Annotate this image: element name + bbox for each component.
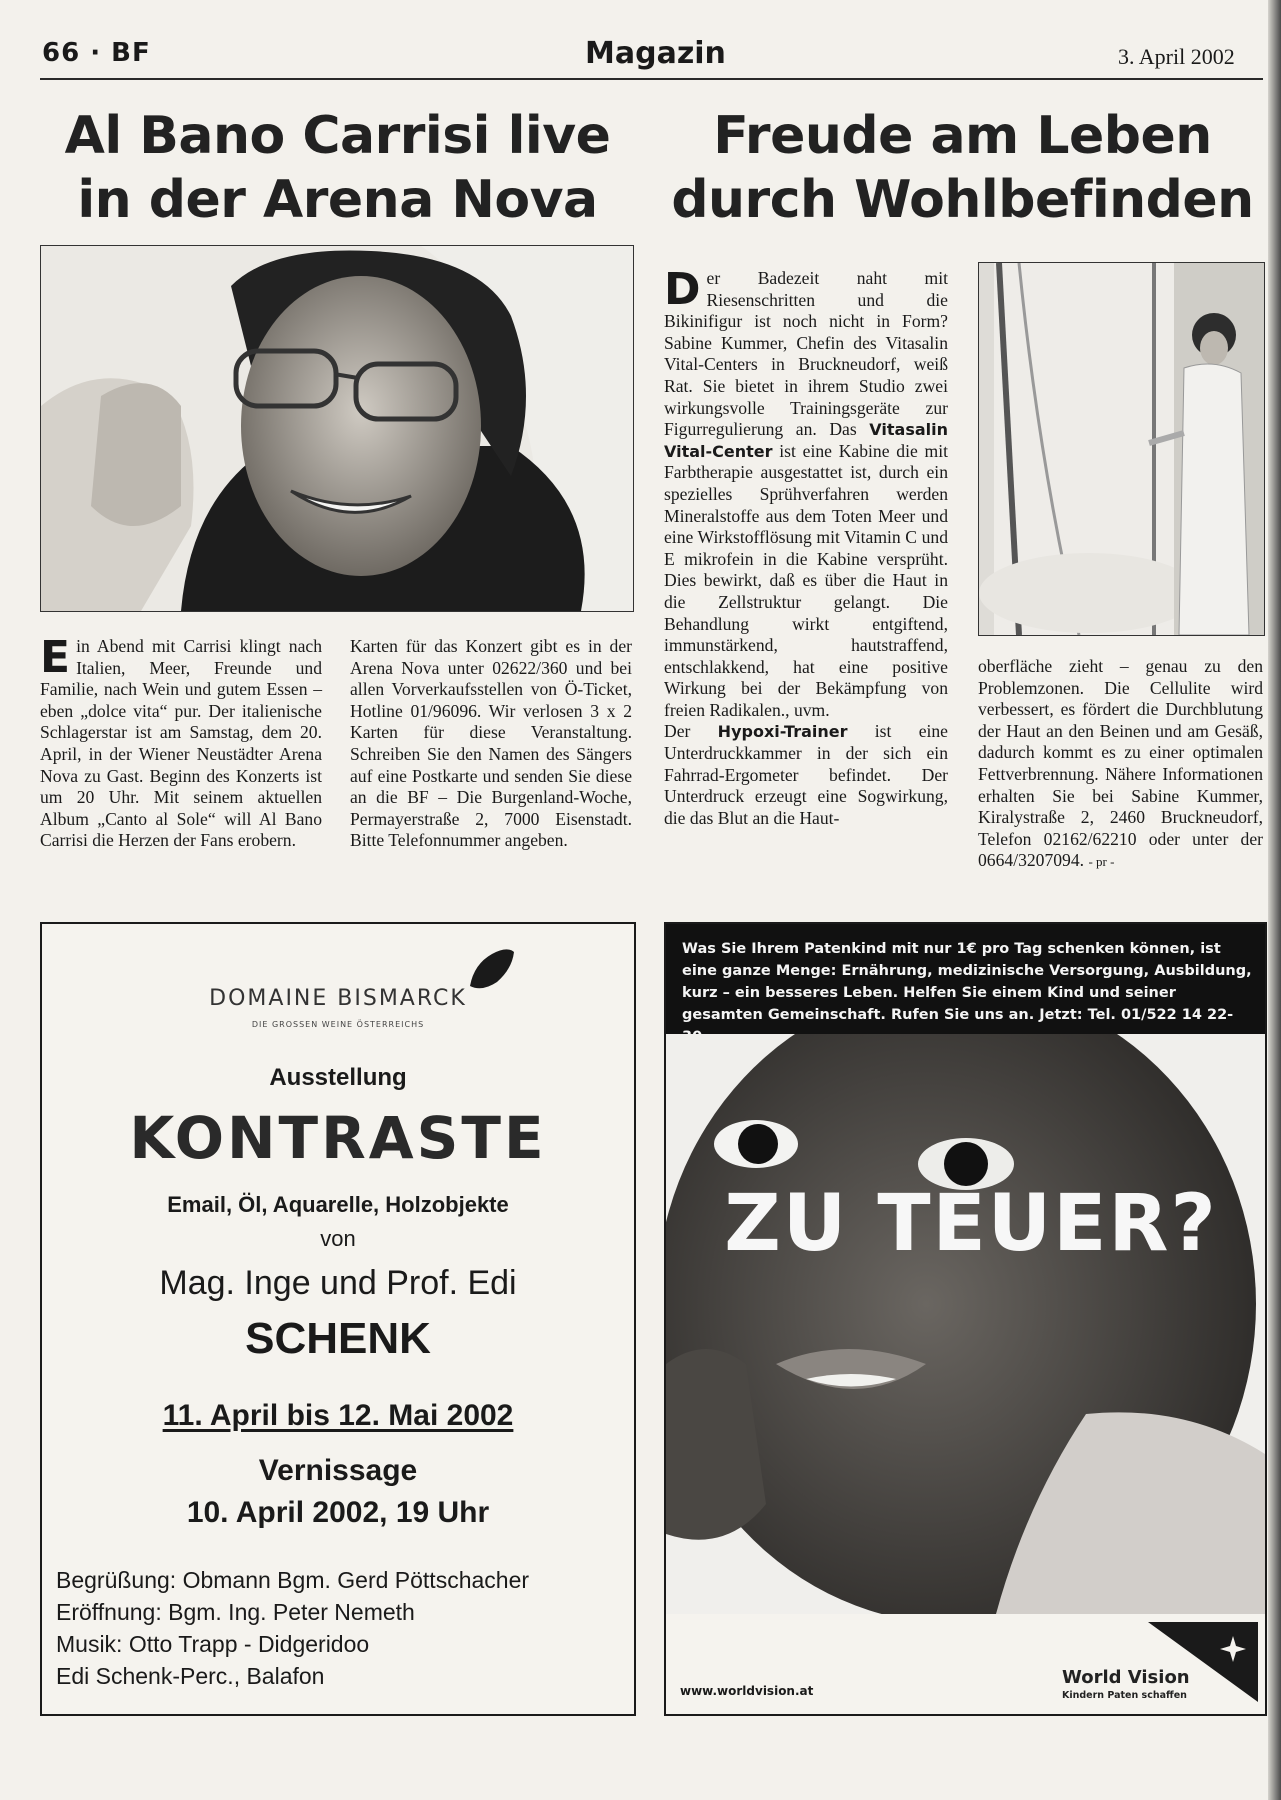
child-photo xyxy=(666,1034,1265,1614)
headline-line: in der Arena Nova xyxy=(77,170,598,230)
carrisi-column-1 xyxy=(40,632,322,852)
carrisi-photo xyxy=(40,245,634,612)
dropcap: E xyxy=(40,632,71,683)
credit-line: Musik: Otto Trapp - Didgeridoo xyxy=(56,1631,370,1657)
device-name: Hypoxi-Trainer xyxy=(717,722,848,742)
vernissage-date: 10. April 2002, 19 Uhr xyxy=(186,1496,490,1529)
cabin-illustration xyxy=(979,263,1264,635)
section-title: Magazin xyxy=(585,36,726,71)
exhibition-ad xyxy=(40,922,636,1716)
worldvision-ad xyxy=(664,922,1267,1716)
wellness-column-2 xyxy=(978,656,1263,873)
carrisi-column-2 xyxy=(350,636,632,852)
exhibition-title: KONTRASTE xyxy=(129,1104,547,1172)
body-text: Karten für das Konzert gibt es in der Arena Nova unter 02622/360 und bei allen Vorverkaufsstellen von Ö-Ticket, Hotline 01/96096. Wir verlosen 3 x 2 Karten für diese Veranstaltung. Schreiben Sie den Namen des Sängers auf eine Postkarte und senden Sie diese an die BF – Die Burgenland-Woche, Permayerstraße 2, 7000 Eisenstadt. Bitte Telefonnummer angeben. xyxy=(350,636,632,851)
artists: Mag. Inge und Prof. Edi xyxy=(159,1264,517,1302)
worldvision-tagline: Kindern Paten schaffen xyxy=(1062,1690,1187,1701)
author-signature: - pr - xyxy=(1088,854,1115,870)
headline-carrisi xyxy=(40,104,635,232)
body-text: er Badezeit naht mit Riesenschritten und die Bikinifigur ist noch nicht in Form? Sabine Kummer, Chefin des Vitasalin Vital-Centers in Bruckneudorf, weiß Rat. Sie bietet in ihrem Studio zwei wirkungsvolle Trainingsgeräte zur Figurregulierung an. Das xyxy=(664,268,948,440)
headline-line: Al Bano Carrisi live xyxy=(64,106,611,166)
wellness-column-1 xyxy=(664,264,948,829)
worldvision-url[interactable]: www.worldvision.at xyxy=(680,1684,814,1698)
page-edge-shadow xyxy=(1268,0,1281,1800)
brand-subtitle: DIE GROSSEN WEINE ÖSTERREICHS xyxy=(251,1020,425,1029)
techniques: Email, Öl, Aquarelle, Holzobjekte xyxy=(167,1192,509,1217)
body-text: Der xyxy=(664,721,718,742)
brand-name: DOMAINE BISMARCK xyxy=(209,986,467,1011)
exhibition-label: Ausstellung xyxy=(269,1064,407,1091)
portrait-illustration xyxy=(41,246,633,611)
credit-line: Begrüßung: Obmann Bgm. Gerd Pöttschacher xyxy=(56,1567,530,1593)
child-illustration xyxy=(666,1034,1265,1614)
exhibition-dates xyxy=(42,1399,634,1433)
credit-line: Eröffnung: Bgm. Ing. Peter Nemeth xyxy=(56,1599,415,1625)
header-rule xyxy=(40,78,1263,80)
headline-line: durch Wohlbefinden xyxy=(671,170,1254,230)
body-text: ist eine Kabine die mit Farbtherapie ausgestattet ist, durch ein spezielles Sprühverfahren werden Mineralstoffe aus dem Toten Meer und eine Wirkstofflösung mit Vitamin C und E mikrofein in die Kabine versprüht. Dies bewirkt, daß es über die Haut in die Zellstruktur gelangt. Die Behandlung wirkt entgiftend, immunstärkend, hautstraffend, entschlakkend, hat eine positive Wirkung bei der Bekämpfung von freien Radikalen., uvm. xyxy=(664,440,948,720)
credits-list xyxy=(56,1564,626,1692)
body-text: ist eine Unterdruckkammer in der sich ein Fahrrad-Ergometer befindet. Der Unterdruck erzeugt eine Sogwirkung, die das Blut an die Haut- xyxy=(664,721,948,828)
by-label: von xyxy=(320,1226,356,1251)
credit-line: Edi Schenk-Perc., Balafon xyxy=(56,1663,325,1689)
headline-line: Freude am Leben xyxy=(713,106,1212,166)
page-number-section: 66 · BF xyxy=(42,38,151,68)
vernissage-label: Vernissage xyxy=(258,1454,418,1487)
dropcap: D xyxy=(664,264,701,315)
ad-banner xyxy=(666,924,1265,1034)
center-name: Vitasalin Vital-Center xyxy=(664,420,948,461)
worldvision-name: World Vision xyxy=(1062,1667,1190,1688)
artist-surname: SCHENK xyxy=(245,1314,431,1363)
vital-center-photo xyxy=(978,262,1265,636)
headline-wellness xyxy=(660,104,1265,232)
body-text: oberfläche zieht – genau zu den Problemzonen. Die Cellulite wird verbessert, es fördert die Durchblutung der Haut an den Beinen und am Gesäß, dadurch kommt es zu einer optimalen Fettverbrennung. Nähere Informationen erhalten Sie bei Sabine Kummer, Kiralystraße 2, 2460 Bruckneudorf, Telefon 02162/62210 oder unter der 0664/3207094. xyxy=(978,656,1263,871)
body-text: in Abend mit Carrisi klingt nach Italien, Meer, Freunde und Familie, nach Wein und gutem Essen – eben „dolce vita“ pur. Der italienische Schlagerstar ist am Samstag, dem 20. April, in der Wiener Neustädter Arena Nova zu Gast. Beginn des Konzerts ist um 20 Uhr. Mit seinem aktuellen Album „Canto al Sole“ will Al Bano Carrisi die Herzen der Fans erobern. xyxy=(40,636,322,851)
issue-date: 3. April 2002 xyxy=(1118,44,1235,69)
banner-text: Was Sie Ihrem Patenkind mit nur 1€ pro Tag schenken können, ist eine ganze Menge: Ernährung, medizinische Versorgung, Ausbildung, kurz – ein besseres Leben. Helfen Sie einem Kind und seiner gesamten Gemeinschaft. Rufen Sie uns an. Jetzt: Tel. 01/522 14 22- xyxy=(682,941,1252,1023)
dates-text: 11. April bis 12. Mai 2002 xyxy=(162,1399,514,1432)
slogan: ZU TEUER? xyxy=(724,1179,1218,1269)
